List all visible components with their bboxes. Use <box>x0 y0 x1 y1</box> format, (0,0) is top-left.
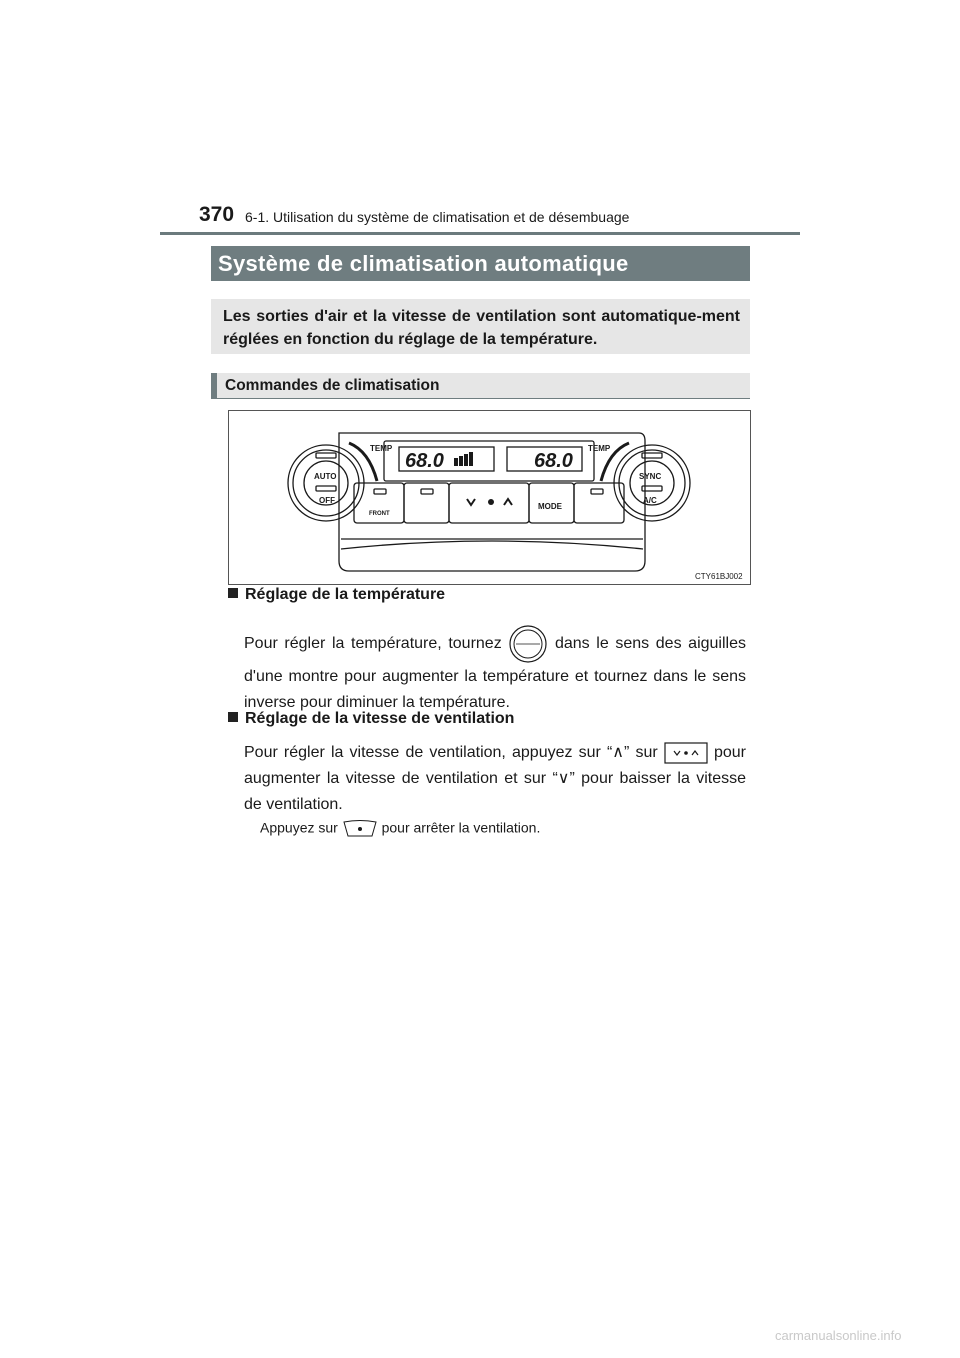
fan-speed-heading <box>228 710 514 728</box>
subsection-title <box>211 373 750 399</box>
fan-speed-text-before: Pour régler la vitesse de ventilation, appuyez sur “∧” sur <box>244 744 658 761</box>
intro-box <box>211 299 750 354</box>
header-rule <box>160 232 800 235</box>
auto-off-dial-icon <box>508 624 548 664</box>
page-number: 370 <box>199 203 235 226</box>
intro-text: Les sorties d'air et la vitesse de ventilation sont automatique-ment réglées en fonction du réglage de la température. <box>223 308 740 348</box>
right-temp-label: TEMP <box>588 444 611 453</box>
right-temp-value: 68.0 <box>534 450 573 472</box>
figure-code: CTY61BJ002 <box>695 572 743 581</box>
left-temp-value: 68.0 <box>405 450 444 472</box>
temperature-paragraph <box>244 624 746 716</box>
section-title <box>211 246 750 281</box>
left-dial <box>288 445 364 521</box>
temperature-heading-text: Réglage de la température <box>245 586 446 603</box>
fan-speed-heading-text: Réglage de la vitesse de ventilation <box>245 710 515 727</box>
temperature-text-rest: d'une montre pour augmenter la température et tournez dans le sens inverse pour diminuer la température. <box>244 668 746 711</box>
right-dial <box>614 445 690 521</box>
section-title-text: Système de climatisation automatique <box>218 250 629 276</box>
fan-speed-button-icon <box>664 742 708 764</box>
fan-off-button-icon <box>342 819 378 839</box>
climate-panel-illustration <box>229 411 750 584</box>
square-bullet-icon <box>228 712 238 722</box>
front-button-label: FRONT <box>369 511 390 517</box>
climate-control-panel-figure <box>228 410 751 585</box>
auto-button-label: AUTO <box>314 472 337 481</box>
note <box>260 819 540 839</box>
note-text-after: pour arrêter la ventilation. <box>381 819 541 836</box>
ac-button-label: A/C <box>643 496 657 505</box>
note-text-before: Appuyez sur <box>260 819 338 836</box>
fan-speed-paragraph <box>244 740 746 818</box>
mode-button-label: MODE <box>538 502 562 511</box>
temperature-text-after: dans le sens des aiguilles <box>554 635 746 653</box>
left-temp-label: TEMP <box>370 444 393 453</box>
fan-icon <box>488 499 494 505</box>
square-bullet-icon <box>228 588 238 598</box>
chapter-title: 6-1. Utilisation du système de climatisation et de désembuage <box>245 209 630 225</box>
temperature-text-before: Pour régler la température, tournez <box>244 635 502 653</box>
off-button-label: OFF <box>319 496 335 505</box>
watermark[interactable]: carmanualsonline.info <box>775 1328 902 1343</box>
temperature-heading <box>228 586 445 604</box>
fan-speed-text-rest: pour augmenter la vitesse de ventilation et sur “∨” pour baisser la vitesse de ventilation. <box>244 744 747 813</box>
subsection-title-text: Commandes de climatisation <box>225 377 440 394</box>
sync-button-label: SYNC <box>639 472 662 481</box>
